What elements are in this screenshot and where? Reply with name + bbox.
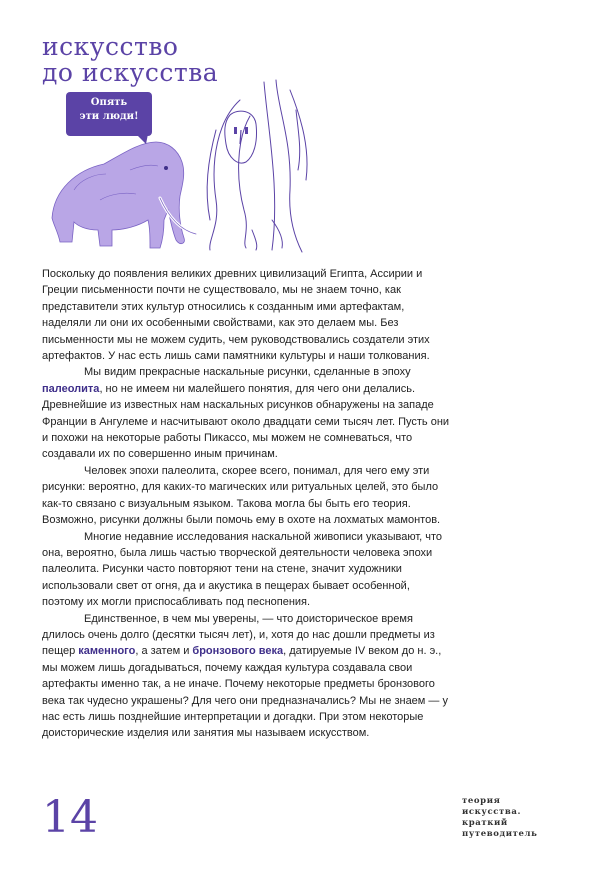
speech-bubble-line-1: Опять <box>90 97 128 108</box>
paragraph-5-text-a: Единственное, в чем мы уверены, — что доисторическое время длилось очень долго (десятки тысяч лет), и, хотя до нас дошли предметы из пещер <box>42 612 435 658</box>
mammoth-figure <box>52 142 196 248</box>
speech-bubble-tail <box>136 134 148 144</box>
paragraph-4-text: Многие недавние исследования наскальной живописи указывают, что она, вероятно, была лишь частью творческой деятельности человека эпохи палеолита. Рисунки часто повторяют тени на стене, значит художники использовали свет от огня, да и акустика в пещерах бывает особенной, поэтому их могли приспосабливать под песнопения. <box>42 530 443 609</box>
body-text <box>42 266 454 742</box>
term-paleolithic: палеолита <box>42 382 100 395</box>
page-number: 14 <box>42 792 98 843</box>
rock-face-eye-left <box>234 127 237 134</box>
term-bronze-age: бронзового века <box>192 645 284 658</box>
book-title-line-2: искусства. <box>462 807 522 817</box>
book-title-line-4: путеводитель <box>462 829 538 839</box>
paragraph-5-text-c: , датируемые IV веком до н. э., мы можем лишь догадываться, почему каждая культура создавала свои артефакты именно так, а не иначе. Почему некоторые предметы бронзового века так чудесно украшены? Для чего они предназначались? Мы не знаем — у нас есть лишь позднейшие интерпретации и догадки. При этом некоторые доисторические изделия или занятия мы называем искусством. <box>42 645 448 740</box>
book-title-line-1: теория <box>462 796 501 806</box>
term-stone-age: каменного <box>78 645 136 658</box>
paragraph-1 <box>42 266 454 364</box>
paragraph-3 <box>42 463 454 529</box>
speech-bubble <box>66 92 152 136</box>
paragraph-5-text-b: , а затем и <box>135 645 193 658</box>
chapter-title-line-1: искусство <box>42 32 179 61</box>
paragraph-4 <box>42 529 454 611</box>
paragraph-1-text: Поскольку до появления великих древних цивилизаций Египта, Ассирии и Греции письменности почти не существовало, мы не знаем точно, как представители этих культур относились к созданным ими артефактам, наделяли ли они их особенными свойствами, как это делаем мы. Без письменности мы не можем судить, чем руководствовались создатели этих артефактов. У нас есть лишь сами памятники культуры и наши толкования. <box>42 268 430 363</box>
running-book-title <box>462 796 572 840</box>
paragraph-5 <box>42 611 454 742</box>
speech-bubble-line-2: эти люди! <box>79 111 139 122</box>
rock-face-eye-right <box>245 127 248 134</box>
paragraph-2-text-a: Мы видим прекрасные наскальные рисунки, сделанные в эпоху <box>84 366 411 379</box>
paragraph-2 <box>42 364 454 462</box>
paragraph-2-text-b: , но не имеем ни малейшего понятия, для чего они делались. Древнейшие из известных нам наскальных рисунков обнаружены на западе Франции в Ангулеме и насчитывают около двадцати семи тысяч лет. Пусть они и похожи на некоторые работы Пикассо, мы можем не сомневаться, что создавали их по совершенно иным причинам. <box>42 382 450 461</box>
cave-wall-sketch <box>207 80 307 252</box>
chapter-title-line-2: до искусства <box>42 58 219 87</box>
book-title-line-3: краткий <box>462 818 508 828</box>
paragraph-3-text: Человек эпохи палеолита, скорее всего, понимал, для чего ему эти рисунки: вероятно, для каких-то магических или ритуальных целей, это было как-то связано с визуальным языком. Такова могла бы быть его теория. Возможно, рисунки должны были помочь ему в охоте на лохматых мамонтов. <box>42 464 441 527</box>
